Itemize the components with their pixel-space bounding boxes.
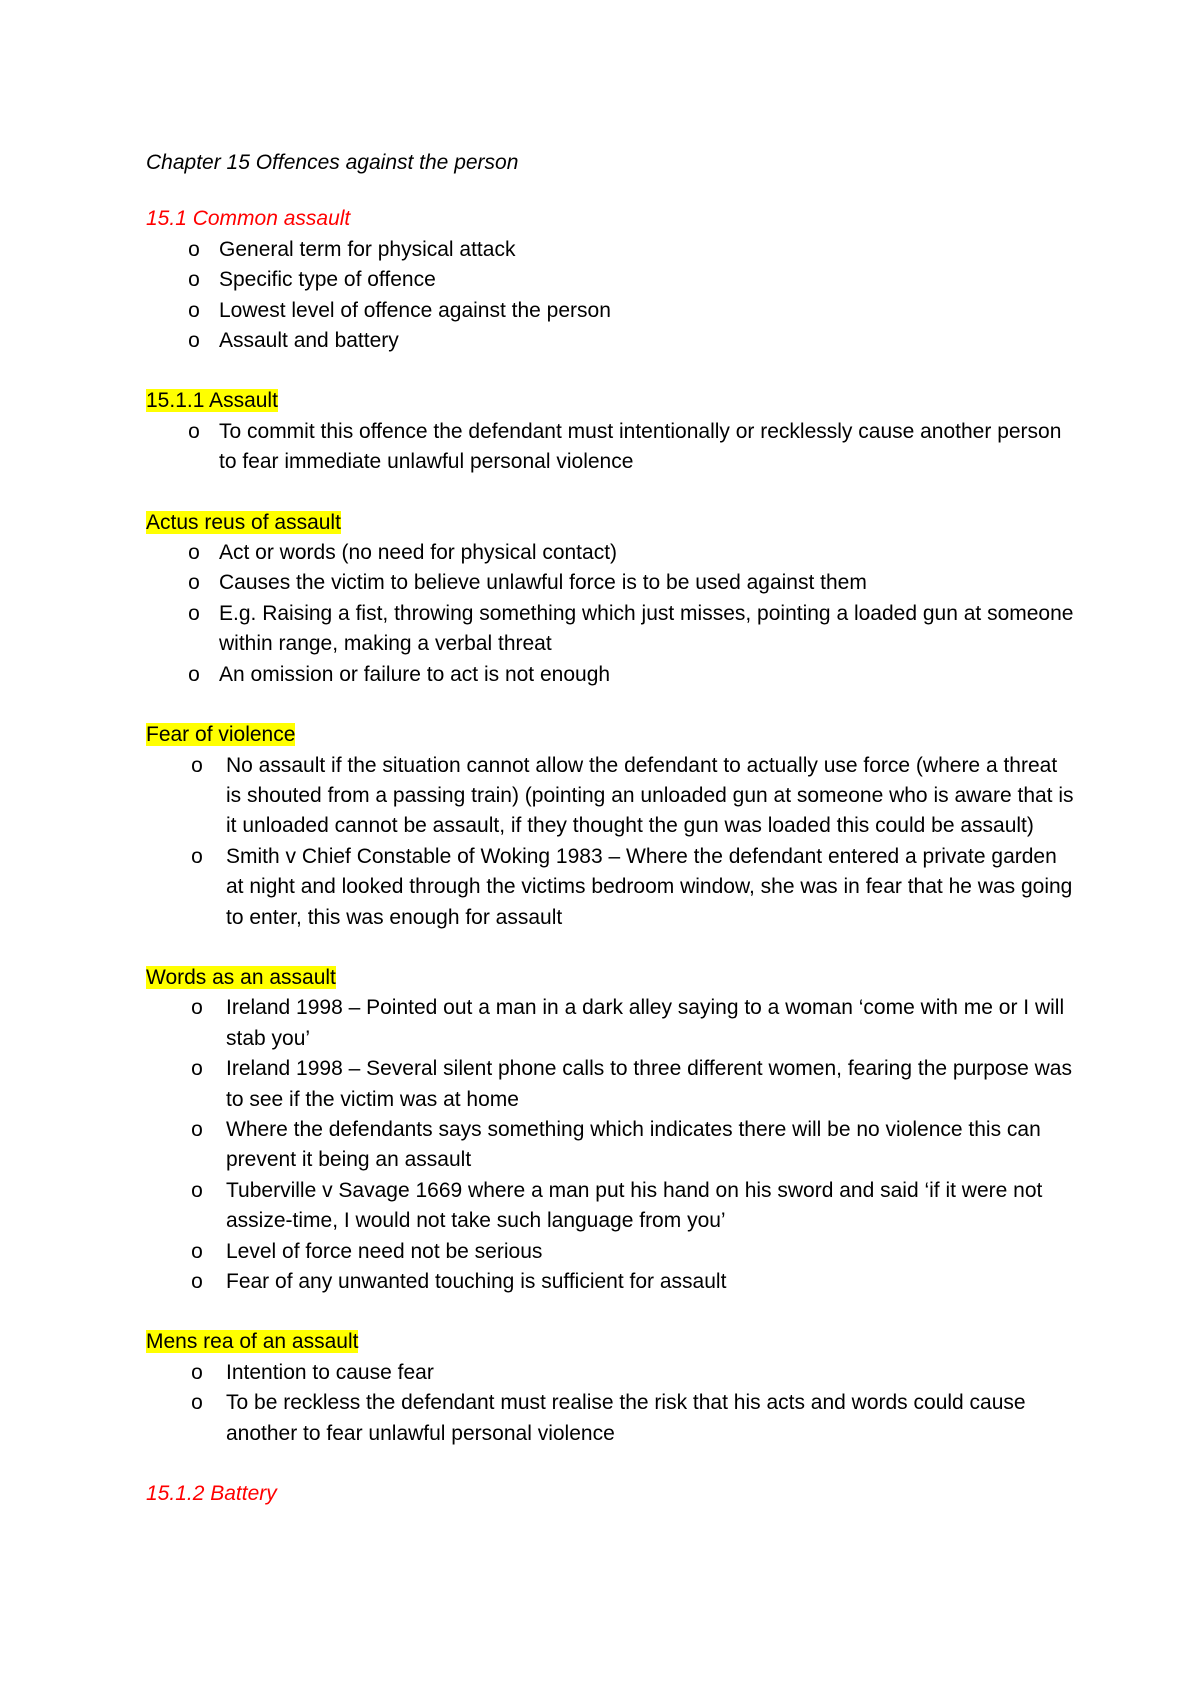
- bullet-icon: o: [191, 1270, 203, 1293]
- list-item: [146, 265, 1076, 295]
- section-mens-rea: [146, 1327, 1076, 1449]
- list-item-text: Act or words (no need for physical contact): [219, 541, 618, 565]
- list-item: [146, 326, 1076, 356]
- list-item-text: No assault if the situation cannot allow the defendant to actually use force (where a threat is shouted from a passing train) (pointing an unloaded gun at someone who is aware that is it unloaded cannot be assault, if they thought the gun was loaded this could be assault): [226, 753, 1074, 838]
- bullet-icon: o: [191, 1360, 203, 1384]
- bullet-icon: o: [188, 541, 200, 565]
- highlighted-heading-text: Mens rea of an assault: [146, 1330, 359, 1354]
- list-item: [146, 538, 1076, 568]
- section-heading: [146, 386, 1076, 416]
- list-item: [146, 1176, 1076, 1237]
- list-item-text: E.g. Raising a fist, throwing something which just misses, pointing a loaded gun at someone within range, making a verbal threat: [219, 601, 1074, 656]
- list-item-text: Level of force need not be serious: [226, 1239, 543, 1263]
- chapter-title: Chapter 15 Offences against the person: [146, 151, 519, 174]
- bullet-icon: o: [191, 996, 203, 1020]
- section-fear-of-violence: [146, 720, 1076, 933]
- section-heading: [146, 963, 1076, 993]
- bullet-icon: o: [188, 662, 200, 686]
- list-item-text: An omission or failure to act is not enough: [219, 662, 611, 686]
- list-item: [146, 417, 1076, 478]
- document-body: [146, 148, 1076, 1539]
- list-item-text: Causes the victim to believe unlawful force is to be used against them: [219, 571, 867, 595]
- section-heading: [146, 508, 1076, 538]
- highlighted-heading-text: Fear of violence: [146, 723, 296, 747]
- list-item: [146, 1267, 1076, 1297]
- section-assault: [146, 386, 1076, 477]
- bullet-icon: o: [191, 1117, 203, 1141]
- bullet-icon: o: [191, 1178, 203, 1202]
- list-item-text: Tuberville v Savage 1669 where a man put his hand on his sword and said ‘if it were not assize-time, I would not take such language from you’: [226, 1178, 1043, 1233]
- bullet-icon: o: [191, 1391, 203, 1415]
- section-heading: [146, 1327, 1076, 1357]
- list-item: [146, 751, 1076, 842]
- section-common-assault: [146, 204, 1076, 356]
- section-heading: [146, 720, 1076, 750]
- list-item-text: Ireland 1998 – Several silent phone calls to three different women, fearing the purpose was to see if the victim was at home: [226, 1057, 1072, 1111]
- list-item-text: Intention to cause fear: [226, 1360, 434, 1384]
- bullet-icon: o: [188, 237, 200, 261]
- bullet-icon: o: [188, 571, 200, 595]
- list-item: [146, 1054, 1076, 1115]
- section-actus-reus: [146, 508, 1076, 690]
- section-heading: 15.1 Common assault: [146, 207, 351, 231]
- list-item-text: Fear of any unwanted touching is sufficient for assault: [226, 1270, 727, 1293]
- section-heading: 15.1.2 Battery: [146, 1482, 277, 1506]
- bullet-icon: o: [188, 419, 200, 443]
- list-item: [146, 1115, 1076, 1176]
- list-item: [146, 660, 1076, 690]
- list-item-text: Ireland 1998 – Pointed out a man in a dark alley saying to a woman ‘come with me or I will stab you’: [226, 996, 1065, 1050]
- list-item: [146, 296, 1076, 326]
- list-item-text: Assault and battery: [219, 329, 399, 353]
- bullet-icon: o: [188, 601, 200, 625]
- bullet-icon: o: [191, 753, 203, 777]
- list-item-text: Specific type of offence: [219, 268, 436, 292]
- list-item: [146, 1237, 1076, 1267]
- list-item: [146, 993, 1076, 1054]
- list-item-text: To be reckless the defendant must realise the risk that his acts and words could cause another to fear unlawful personal violence: [226, 1391, 1026, 1445]
- bullet-icon: o: [191, 1239, 203, 1263]
- list-item: [146, 599, 1076, 660]
- bullet-icon: o: [191, 844, 203, 868]
- bullet-icon: o: [188, 298, 200, 322]
- highlighted-heading-text: Actus reus of assault: [146, 510, 341, 534]
- list-item: [146, 1358, 1076, 1388]
- list-item: [146, 1388, 1076, 1449]
- list-item: [146, 842, 1076, 933]
- list-item-text: Smith v Chief Constable of Woking 1983 – Where the defendant entered a private garden at night and looked through the victims bedroom window, she was in fear that he was going to enter, this was enough for assault: [226, 844, 1073, 929]
- bullet-icon: o: [188, 329, 200, 353]
- section-words-as-assault: [146, 963, 1076, 1297]
- highlighted-heading-text: 15.1.1 Assault: [146, 389, 278, 413]
- section-battery: [146, 1479, 1076, 1509]
- list-item-text: To commit this offence the defendant must intentionally or recklessly cause another person to fear immediate unlawful personal violence: [219, 419, 1062, 474]
- list-item-text: Where the defendants says something which indicates there will be no violence this can prevent it being an assault: [226, 1117, 1041, 1172]
- list-item-text: General term for physical attack: [219, 237, 516, 261]
- list-item: [146, 568, 1076, 598]
- list-item: [146, 235, 1076, 265]
- bullet-icon: o: [191, 1057, 203, 1081]
- list-item-text: Lowest level of offence against the person: [219, 298, 611, 322]
- highlighted-heading-text: Words as an assault: [146, 965, 336, 989]
- bullet-icon: o: [188, 268, 200, 292]
